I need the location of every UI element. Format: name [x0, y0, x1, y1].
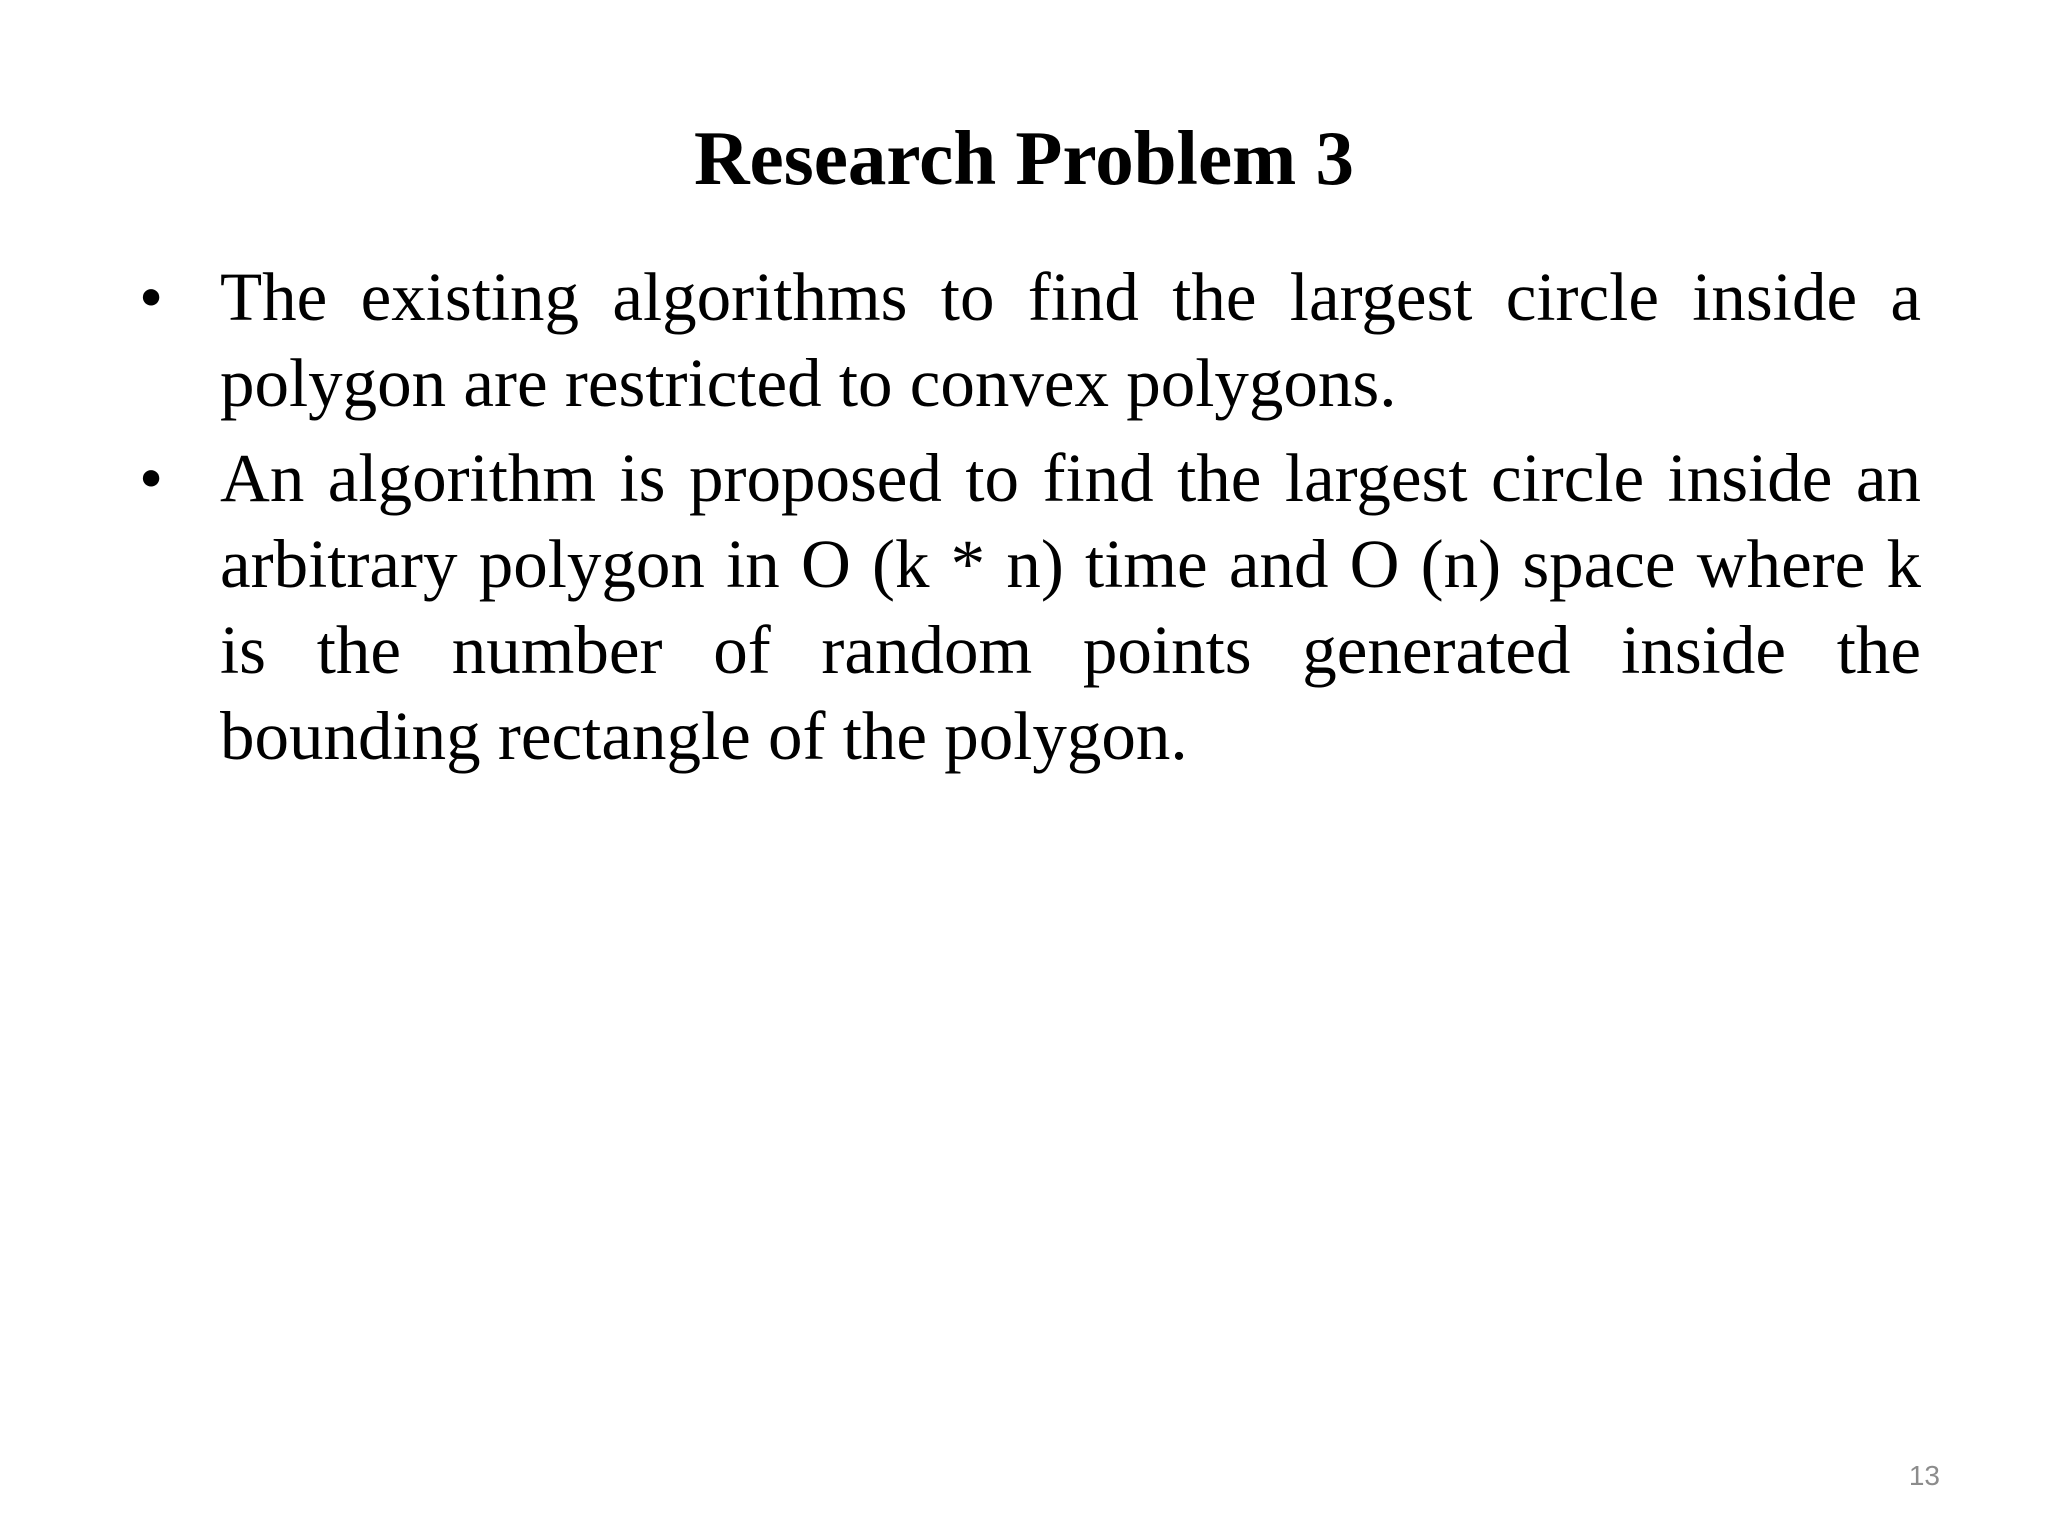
bullet-item [139, 435, 1921, 779]
page-number: 13 [1908, 1460, 1940, 1491]
bullet-text: An algorithm is proposed to find the largest circle inside an arbitrary polygon in O (k * n) time and O (n) space where k is the number of random points generated inside the bounding rectangle of the polygon. [220, 440, 1921, 774]
slide-title: Research Problem 3 [693, 115, 1355, 201]
bullet-marker: • [139, 440, 164, 516]
bullet-list [139, 254, 1921, 788]
bullet-text: The existing algorithms to find the largest circle inside a polygon are restricted to convex polygons. [220, 259, 1921, 421]
bullet-marker: • [139, 259, 164, 335]
bullet-item [139, 254, 1921, 426]
